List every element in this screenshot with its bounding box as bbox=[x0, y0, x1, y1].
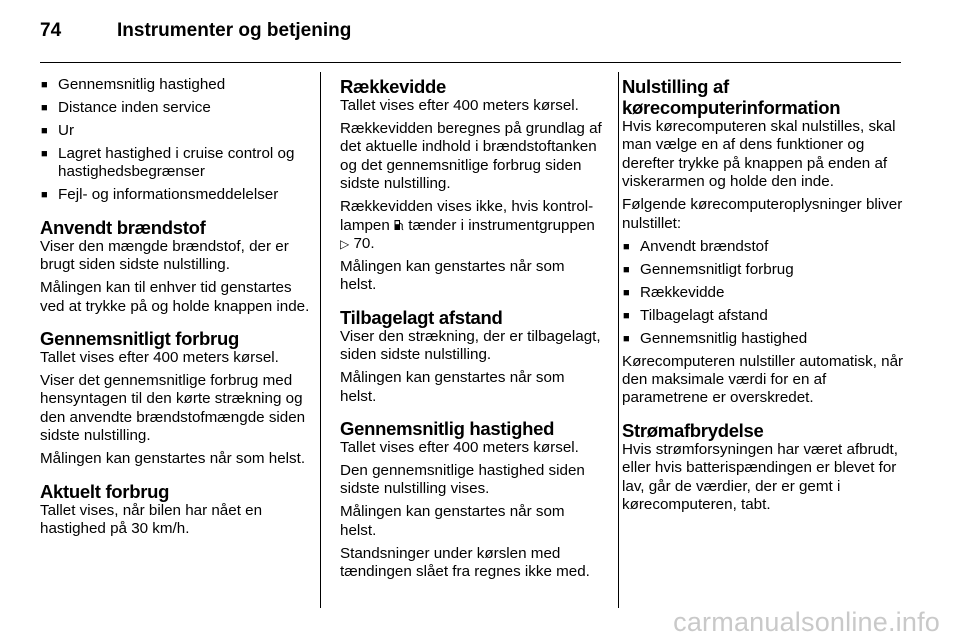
section-heading: Strømafbrydelse bbox=[622, 419, 764, 441]
paragraph: Kørecomputeren nulstiller automatisk, når den maksimale værdi for en af parametrene er overskredet. bbox=[622, 352, 904, 407]
paragraph: Målingen kan til enhver tid genstartes ved at trykke på og holde knappen inde. bbox=[40, 279, 310, 315]
list-item: ■ Ur bbox=[40, 122, 310, 140]
paragraph: Tallet vises efter 400 meters kørsel. bbox=[340, 97, 579, 114]
paragraph: Målingen kan genstartes når som helst. bbox=[340, 503, 565, 539]
list-item: ■ Anvendt brændstof bbox=[622, 238, 904, 256]
paragraph: Hvis kørecomputeren skal nulstilles, skal man vælge en af dens funktioner og derefter trykke på knappen på enden af viskerarmen og holde den inde. bbox=[622, 118, 896, 191]
page-title: Instrumenter og betjening bbox=[117, 20, 352, 41]
section-raekkevidde bbox=[340, 76, 604, 295]
page-number: 74 bbox=[40, 20, 62, 41]
section-anvendt-braendstof bbox=[40, 217, 310, 316]
header-rule bbox=[40, 62, 901, 63]
section-heading: Anvendt brændstof bbox=[40, 216, 206, 238]
paragraph: Viser den mængde brændstof, der er brugt siden sidste nulstilling. bbox=[40, 237, 289, 274]
watermark: carmanualsonline.info bbox=[673, 607, 940, 637]
paragraph: Standsninger under kørslen med tændingen slået fra regnes ikke med. bbox=[340, 544, 590, 581]
section-aktuelt-forbrug bbox=[40, 481, 310, 539]
list-item: ■ Tilbagelagt afstand bbox=[622, 307, 904, 325]
paragraph: Rækkevidden beregnes på grundlag af det aktuelle indhold i brændstoftanken og det gennemsnitlige forbrug siden sidste nulstilling. bbox=[340, 120, 602, 193]
column-2 bbox=[340, 76, 604, 586]
list-item: ■ Gennemsnitlig hastighed bbox=[622, 330, 904, 348]
section-heading: Tilbagelagt afstand bbox=[340, 306, 503, 328]
paragraph: Viser den strækning, der er tilbagelagt, siden sidste nulstilling. bbox=[340, 327, 601, 364]
column-1 bbox=[40, 76, 310, 543]
paragraph: Tallet vises efter 400 meters kørsel. bbox=[40, 349, 279, 367]
column-3 bbox=[622, 76, 904, 519]
paragraph: Følgende kørecomputeroplysninger bliver nulstillet: bbox=[622, 196, 903, 232]
reference-arrow-icon: ▷ bbox=[340, 237, 350, 252]
section-heading: Rækkevidde bbox=[340, 76, 446, 97]
section-heading: Nulstilling af kørecomputerinformation bbox=[622, 76, 841, 118]
list-item: ■ Gennemsnitlig hastighed bbox=[40, 76, 310, 94]
bullet-list bbox=[622, 238, 904, 348]
paragraph: Målingen kan genstartes når som helst. bbox=[340, 258, 565, 294]
list-item: ■ Gennemsnitligt forbrug bbox=[622, 261, 904, 279]
paragraph: Hvis strømforsyningen har været afbrudt, eller hvis batterispændingen er blevet for lav, går de værdier, der er gemt i kørecomputeren, tabt. bbox=[622, 440, 899, 514]
section-stroemafbrydelse bbox=[622, 420, 904, 515]
paragraph: Målingen kan genstartes når som helst. bbox=[40, 450, 306, 468]
section-nulstilling bbox=[622, 76, 904, 408]
section-heading: Gennemsnitligt forbrug bbox=[40, 328, 239, 350]
list-item: ■ Fejl- og informationsmeddelelser bbox=[40, 186, 310, 204]
list-item: ■ Rækkevidde bbox=[622, 284, 904, 302]
list-item: ■ Distance inden service bbox=[40, 99, 310, 117]
bullet-list bbox=[40, 76, 310, 205]
paragraph: Viser det gennemsnitlige forbrug med hensyntagen til den kørte strækning og den anvendte brændstofmængde siden sidste nulstilling. bbox=[40, 372, 306, 445]
paragraph bbox=[340, 198, 604, 253]
paragraph-text: Rækkevidden vises ikke, hvis kontrollampen bbox=[340, 198, 594, 234]
fuel-pump-icon bbox=[394, 219, 404, 231]
paragraph: Målingen kan genstartes når som helst. bbox=[340, 369, 565, 405]
column-divider-1 bbox=[320, 72, 321, 608]
column-divider-2 bbox=[618, 72, 619, 608]
section-heading: Aktuelt forbrug bbox=[40, 480, 170, 502]
paragraph-text: tænder i instrumentgruppen bbox=[404, 216, 595, 234]
section-tilbagelagt-afstand bbox=[340, 307, 604, 406]
section-gennemsnitlig-hastighed bbox=[340, 418, 604, 582]
list-item: ■ Lagret hastighed i cruise control og hastighedsbegrænser bbox=[40, 145, 310, 182]
paragraph: Tallet vises efter 400 meters kørsel. bbox=[340, 439, 579, 457]
section-gennemsnitligt-forbrug bbox=[40, 328, 310, 469]
paragraph: Den gennemsnitlige hastighed siden sidste nulstilling vises. bbox=[340, 462, 585, 498]
page-reference[interactable]: 70. bbox=[353, 235, 375, 253]
paragraph: Tallet vises, når bilen har nået en hastighed på 30 km/h. bbox=[40, 501, 263, 538]
section-heading: Gennemsnitlig hastighed bbox=[340, 418, 555, 440]
